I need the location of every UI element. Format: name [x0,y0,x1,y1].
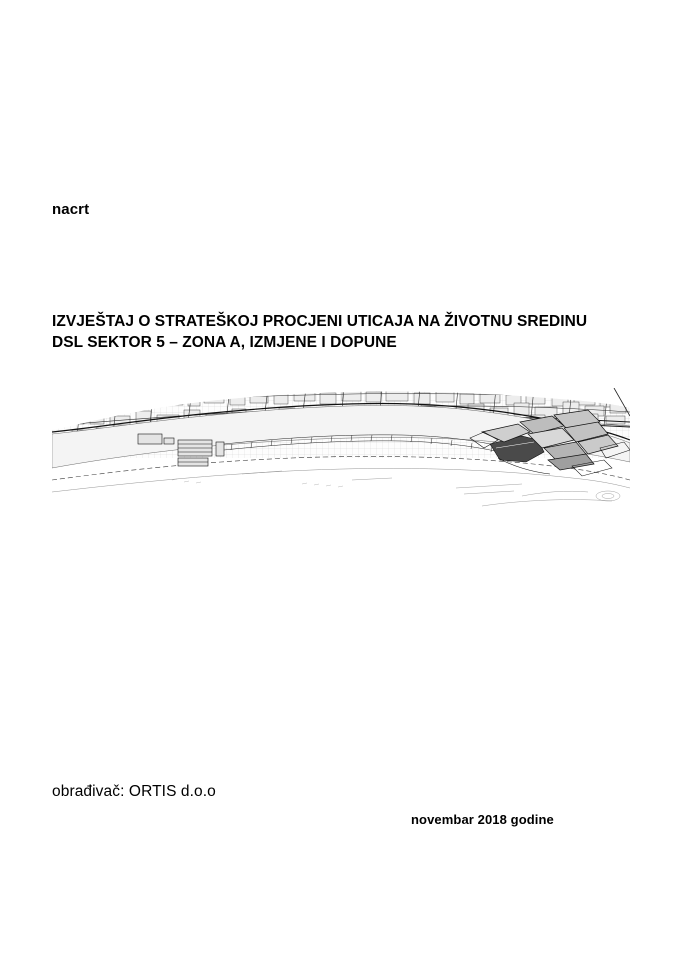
title-line-2: DSL SEKTOR 5 – ZONA A, IZMJENE I DOPUNE [52,334,397,351]
coastal-urban-plan-map [52,388,630,558]
title-line-1: IZVJEŠTAJ O STRATEŠKOJ PROCJENI UTICAJA NA ŽIVOTNU SREDINU [52,313,588,330]
document-title [52,311,622,353]
date-line: novembar 2018 godine [411,812,554,827]
author-line: obrađivač: ORTIS d.o.o [52,783,216,800]
map-illustration [52,388,630,558]
draft-label: nacrt [52,201,90,218]
